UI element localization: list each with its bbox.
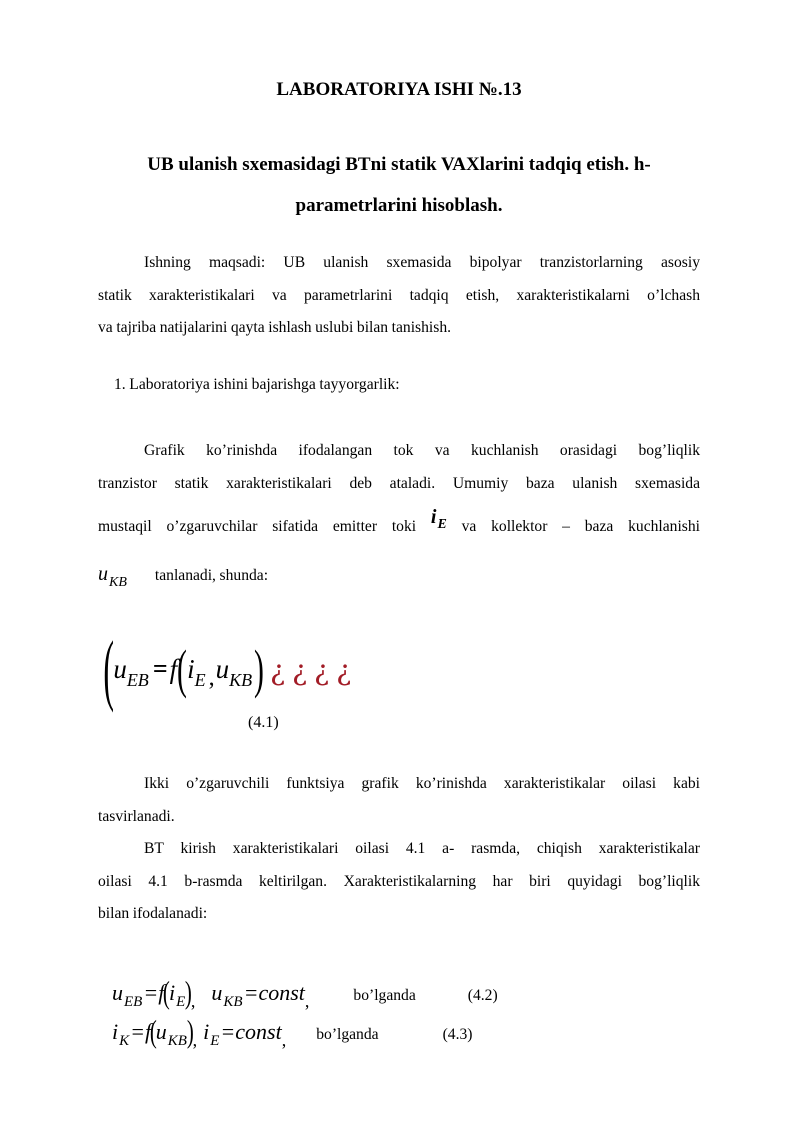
f43-arg-base: u — [155, 1018, 167, 1044]
inline-math-emitter-current — [431, 497, 447, 540]
grafik-line-3-text: mustaqil o’zgaruvchilar sifatida emitter toki — [98, 518, 417, 535]
f41-arg2-sub: KB — [229, 669, 253, 690]
paragraph-families — [98, 768, 700, 931]
page-title: LABORATORIYA ISHI №.13 — [276, 79, 522, 100]
f42-lhs-sub: EB — [124, 993, 143, 1010]
formula-4-2 — [98, 971, 700, 1011]
f42-open-paren: ( — [163, 973, 171, 1010]
aim-line-2: statik xarakteristikalari va parametrlarini tadqiq etish, xarakteristikalarni o’lchash — [98, 286, 700, 304]
f42-function: f — [158, 979, 165, 1005]
f41-open-paren: ( — [177, 639, 188, 699]
grafik-line-1: Grafik ko’rinishda ifodalangan tok va kuchlanish orasidagi bog’liqlik — [144, 442, 700, 459]
f41-comma: , — [208, 664, 215, 691]
f43-lhs-base: i — [112, 1018, 119, 1044]
f43-comma-1: , — [192, 1029, 198, 1050]
grafik-line-2: tranzistor statik xarakteristikalari deb ataladi. Umumiy baza ulanish sxemasida — [98, 474, 700, 492]
math-i-base: i — [430, 506, 437, 528]
f42-const: const — [258, 979, 305, 1005]
formula-4-2-label: (4.2) — [467, 986, 498, 1004]
f43-arg-sub: KB — [167, 1032, 187, 1049]
f43-comma-2: , — [281, 1029, 287, 1050]
f43-rhs-base: i — [203, 1018, 210, 1044]
broken-formula-glyphs: ¿¿¿¿ — [270, 653, 359, 687]
aim-line-3: va tajriba natijalarini qayta ishlash uslubi bilan tanishish. — [98, 319, 452, 336]
f41-lhs-base: u — [113, 653, 127, 684]
formula-4-1 — [98, 626, 700, 712]
f41-arg2-base: u — [215, 653, 230, 684]
f42-condition-text: bo’lganda — [353, 986, 416, 1004]
ikki-line-5: bilan ifodalanadi: — [98, 905, 208, 922]
f42-equals-2: = — [243, 979, 259, 1005]
grafik-line-3-text2: va kollektor – baza kuchlanishi — [461, 518, 700, 535]
f41-function: f — [169, 653, 178, 684]
f42-equals-1: = — [143, 979, 159, 1005]
math-i-subscript: E — [437, 517, 447, 532]
inline-math-ukb — [98, 563, 127, 590]
f42-comma-2: , — [304, 990, 310, 1011]
f43-equals-2: = — [220, 1018, 236, 1044]
f43-close-paren: ) — [186, 1012, 194, 1049]
grafik-line-4-text: tanlanadi, shunda: — [154, 567, 269, 584]
subtitle-line-2: parametrlarini hisoblash. — [295, 195, 503, 216]
f42-close-paren: ) — [185, 973, 193, 1010]
f42-arg-sub: E — [176, 993, 186, 1010]
f43-open-paren: ( — [149, 1012, 157, 1049]
f43-lhs-sub: K — [119, 1032, 130, 1049]
paragraph-characteristics — [98, 435, 700, 600]
ikki-line-2: tasvirlanadi. — [98, 807, 175, 825]
f43-function: f — [145, 1018, 152, 1044]
paragraph-aim — [98, 247, 700, 345]
aim-line-1: Ishning maqsadi: UB ulanish sxemasida bipolyar tranzistorlarning asosiy — [144, 254, 700, 271]
f42-rhs-base: u — [211, 979, 223, 1005]
formula-4-3 — [98, 1010, 700, 1050]
f41-equals: = — [152, 654, 168, 683]
math-u-subscript: KB — [109, 575, 127, 590]
formula-4-1-label: (4.1) — [248, 714, 279, 731]
f41-arg1-sub: E — [194, 669, 206, 690]
section-1-heading: 1. Laboratoriya ishini bajarishga tayyorgarlik: — [114, 375, 400, 393]
ikki-line-4: oilasi 4.1 b-rasmda keltirilgan. Xarakteristikalarning har biri quyidagi bog’liqlik — [98, 872, 700, 890]
f42-lhs-base: u — [112, 979, 123, 1005]
f41-close-paren: ) — [254, 639, 265, 699]
f43-condition-text: bo’lganda — [316, 1025, 379, 1043]
ikki-line-3: BT kirish xarakteristikalari oilasi 4.1 a- rasmda, chiqish xarakteristikalar — [144, 840, 700, 857]
subtitle-line-1: UB ulanish sxemasidagi BTni statik VAXlarini tadqiq etish. h- — [147, 154, 651, 175]
formula-4-3-label: (4.3) — [442, 1025, 473, 1043]
f43-const: const — [235, 1018, 282, 1044]
ikki-line-1: Ikki o’zgaruvchili funktsiya grafik ko’rinishda xarakteristikalar oilasi kabi — [144, 775, 700, 792]
grafik-line-3 — [98, 500, 700, 548]
f41-arg1-base: i — [187, 653, 195, 684]
grafik-line-4 — [98, 548, 700, 600]
f42-comma-1: , — [190, 990, 196, 1011]
f43-equals-1: = — [130, 1018, 145, 1044]
formula-outer-paren: ( — [103, 624, 114, 714]
document-subtitle — [98, 144, 700, 226]
f41-lhs-sub: EB — [126, 669, 149, 690]
f43-rhs-sub: E — [210, 1032, 220, 1049]
f42-rhs-sub: KB — [223, 993, 243, 1010]
math-u-base: u — [98, 563, 108, 585]
f42-arg-base: i — [168, 979, 176, 1005]
